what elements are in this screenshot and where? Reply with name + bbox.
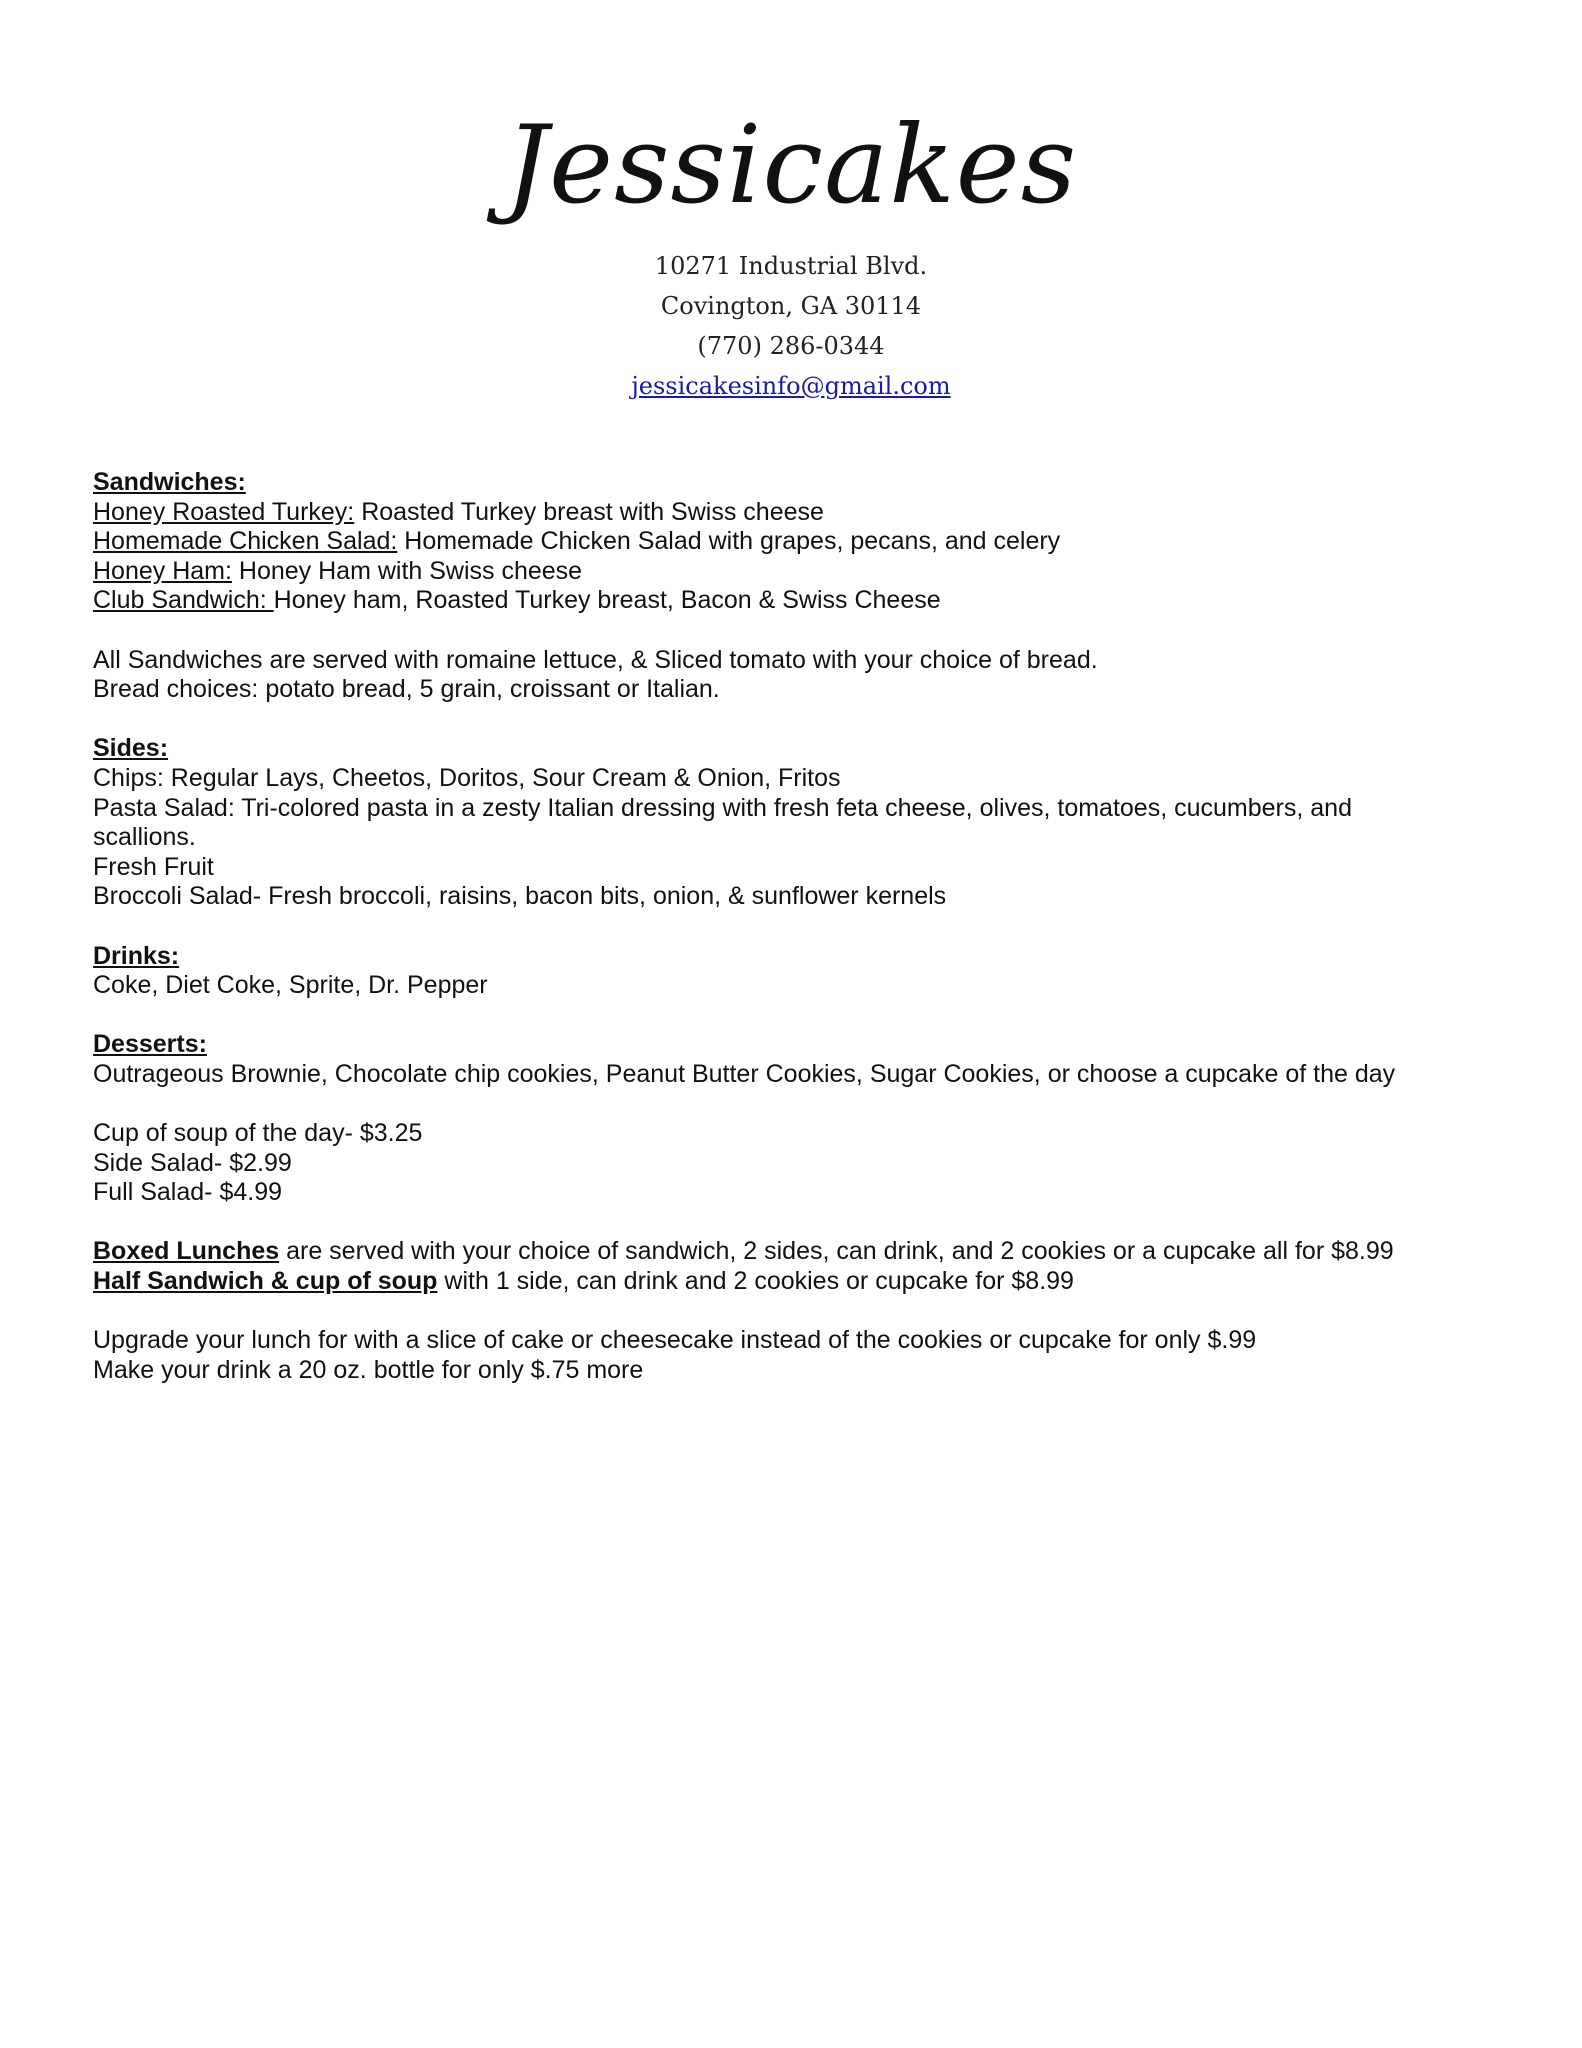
sandwiches-heading: Sandwiches: (93, 468, 246, 496)
soup-price: Cup of soup of the day- $3.25 (93, 1119, 423, 1148)
drinks-heading: Drinks: (93, 941, 180, 970)
side-chips: Chips: Regular Lays, Cheetos, Doritos, Sour Cream & Onion, Fritos (93, 763, 841, 792)
spacer (93, 705, 1513, 735)
boxed-lunch-offer (93, 1237, 1513, 1267)
spacer (93, 1208, 1513, 1238)
half-sandwich-desc: with 1 side, can drink and 2 cookies or cupcake for $8.99 (437, 1267, 1074, 1296)
sandwich-name: Honey Ham: (93, 556, 232, 585)
address-line-2: Covington, GA 30114 (660, 292, 922, 320)
spacer (93, 1297, 1513, 1327)
phone-number: (770) 286-0344 (697, 332, 885, 360)
drinks-list: Coke, Diet Coke, Sprite, Dr. Pepper (93, 971, 488, 1000)
side-broccoli-salad: Broccoli Salad- Fresh broccoli, raisins, bacon bits, onion, & sunflower kernels (93, 882, 947, 911)
half-sandwich-label: Half Sandwich & cup of soup (93, 1267, 438, 1296)
sandwich-name: Honey Roasted Turkey: (93, 497, 355, 526)
letterhead (0, 96, 1582, 406)
spacer (93, 912, 1513, 942)
sandwich-desc: Roasted Turkey breast with Swiss cheese (354, 497, 824, 526)
sandwich-name: Club Sandwich: (93, 586, 274, 615)
sandwich-desc: Honey Ham with Swiss cheese (231, 556, 583, 585)
sandwich-desc: Honey ham, Roasted Turkey breast, Bacon & Swiss Cheese (273, 586, 941, 615)
email-row (0, 366, 1582, 406)
sandwich-desc: Homemade Chicken Salad with grapes, pecans, and celery (397, 527, 1061, 556)
spacer (93, 616, 1513, 646)
sandwich-item (93, 498, 1513, 528)
sandwich-item (93, 557, 1513, 587)
drink-upgrade: Make your drink a 20 oz. bottle for only $.75 more (93, 1355, 644, 1384)
address-line-1: 10271 Industrial Blvd. (654, 252, 928, 280)
sandwich-note: All Sandwiches are served with romaine lettuce, & Sliced tomato with your choice of bread. (93, 645, 1098, 674)
cake-upgrade: Upgrade your lunch for with a slice of cake or cheesecake instead of the cookies or cupcake for only $.99 (93, 1326, 1257, 1355)
sandwich-name: Homemade Chicken Salad: (93, 527, 398, 556)
desserts-list: Outrageous Brownie, Chocolate chip cookies, Peanut Butter Cookies, Sugar Cookies, or choose a cupcake of the day (93, 1059, 1396, 1088)
spacer (93, 1089, 1513, 1119)
side-pasta-salad: Pasta Salad: Tri-colored pasta in a zesty Italian dressing with fresh feta cheese, olives, tomatoes, cucumbers, and scallions. (93, 793, 1352, 852)
side-salad-price: Side Salad- $2.99 (93, 1148, 292, 1177)
side-fresh-fruit: Fresh Fruit (93, 852, 214, 881)
email-link[interactable]: jessicakesinfo@gmail.com (631, 372, 951, 400)
sides-heading: Sides: (93, 734, 169, 763)
menu-body (93, 468, 1513, 1385)
full-salad-price: Full Salad- $4.99 (93, 1178, 283, 1207)
half-sandwich-offer (93, 1267, 1513, 1297)
desserts-heading: Desserts: (93, 1030, 207, 1059)
spacer (93, 1001, 1513, 1031)
sandwich-item (93, 586, 1513, 616)
business-name: Jessicakes (504, 103, 1078, 228)
boxed-lunch-desc: are served with your choice of sandwich, 2 sides, can drink, and 2 cookies or a cupcake all for $8.99 (279, 1237, 1394, 1266)
boxed-lunch-label: Boxed Lunches (93, 1237, 280, 1266)
sandwich-item (93, 527, 1513, 557)
bread-choices: Bread choices: potato bread, 5 grain, croissant or Italian. (93, 675, 720, 704)
